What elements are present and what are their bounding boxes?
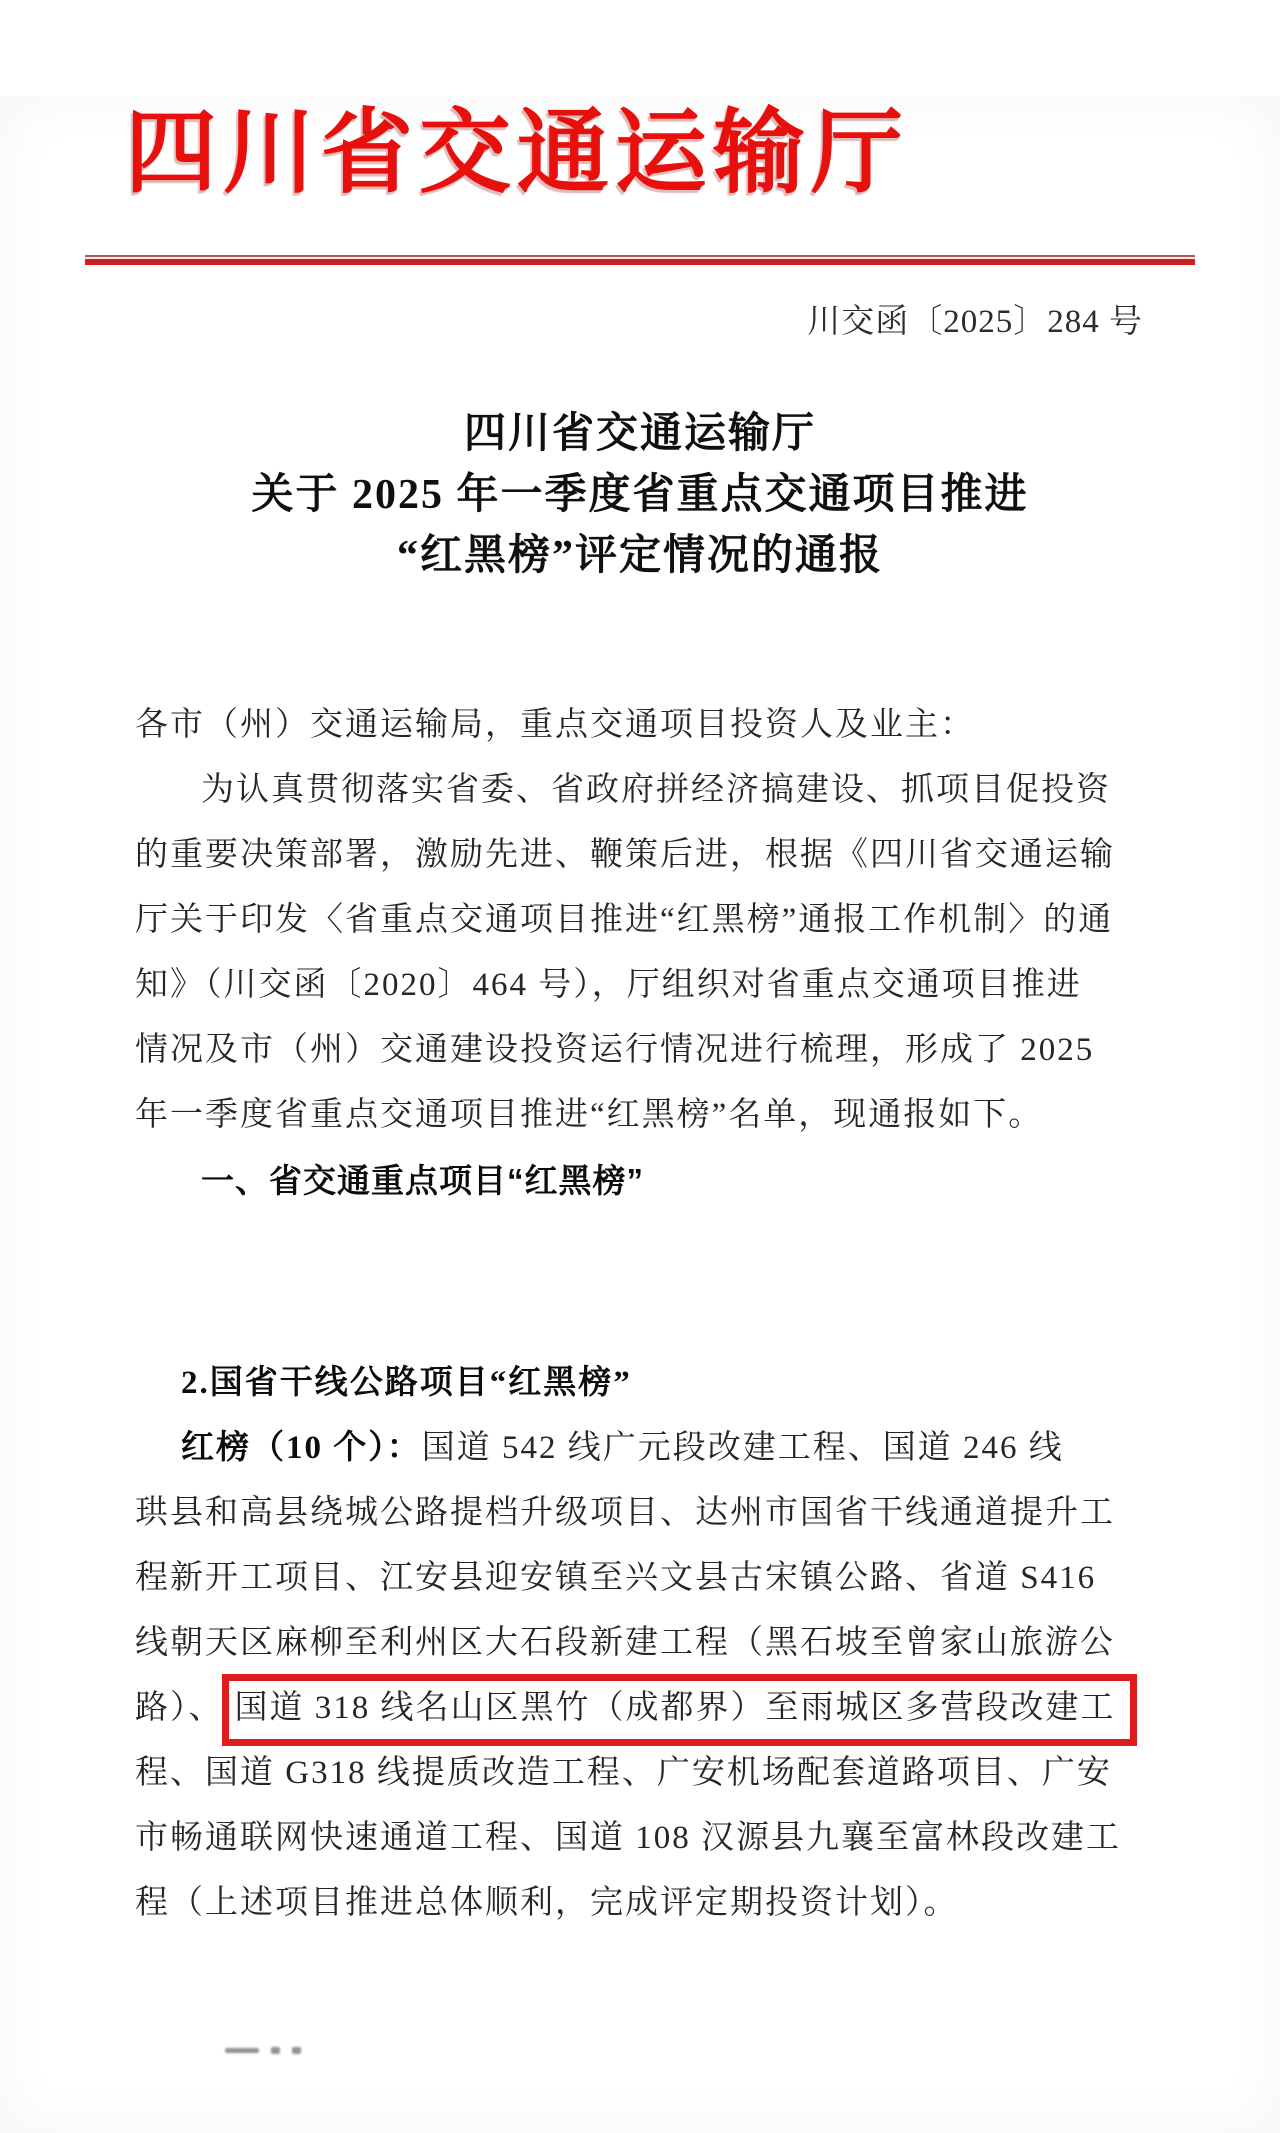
red-list-line-text: 路）、 — [135, 1690, 224, 1726]
paragraph-1-line: 的重要决策部署，激励先进、鞭策后进，根据《四川省交通运输 — [135, 837, 1115, 873]
title-line-2: 关于 2025 年一季度省重点交通项目推进 — [251, 472, 1029, 518]
red-list-line: 市畅通联网快速通道工程、国道 108 汉源县九襄至富林段改建工 — [135, 1820, 1121, 1856]
title-line-3: “红黑榜”评定情况的通报 — [396, 533, 883, 579]
red-list-line: 程、国道 G318 线提质改造工程、广安机场配套道路项目、广安 — [135, 1755, 1112, 1791]
paragraph-1-line: 为认真贯彻落实省委、省政府拼经济搞建设、抓项目促投资 — [201, 772, 1111, 808]
section-1-heading: 一、省交通重点项目“红黑榜” — [201, 1162, 644, 1199]
paragraph-1-line: 知》（川交函〔2020〕464 号），厅组织对省重点交通项目推进 — [135, 967, 1082, 1003]
paragraph-1-line: 年一季度省重点交通项目推进“红黑榜”名单，现通报如下。 — [135, 1097, 1044, 1133]
agency-letterhead: 四川省交通运输厅 — [124, 102, 909, 204]
red-list-line — [135, 1676, 1185, 1741]
document-body — [135, 693, 1185, 1936]
document-title — [0, 404, 1280, 587]
document-number: 川交函〔2025〕284 号 — [807, 304, 1143, 340]
red-list-line: 程新开工项目、江安县迎安镇至兴文县古宋镇公路、省道 S416 — [135, 1560, 1097, 1596]
section-2-heading: 2.国省干线公路项目“红黑榜” — [181, 1365, 632, 1401]
highlighted-project-text: 国道 318 线名山区黑竹（成都界）至雨城区多营段改建工 — [234, 1690, 1116, 1726]
paragraph-1-line: 厅关于印发〈省重点交通项目推进“红黑榜”通报工作机制〉的通 — [135, 902, 1114, 938]
highlight-rectangle — [222, 1674, 1137, 1746]
red-list-line — [135, 1416, 1185, 1481]
salutation-line: 各市（州）交通运输局，重点交通项目投资人及业主： — [135, 707, 975, 743]
letterhead-divider-line — [85, 255, 1195, 265]
red-list-line: 珙县和高县绕城公路提档升级项目、达州市国省干线通道提升工 — [135, 1495, 1115, 1531]
red-list-lead-label: 红榜（10 个）： — [181, 1430, 422, 1466]
red-list-paragraph — [135, 1416, 1185, 1936]
section-gap — [135, 1213, 1185, 1351]
paragraph-1 — [135, 758, 1185, 1148]
red-list-line: 程（上述项目推进总体顺利，完成评定期投资计划）。 — [135, 1885, 959, 1921]
red-list-line-text: 国道 542 线广元段改建工程、国道 246 线 — [421, 1430, 1064, 1466]
red-list-line: 线朝天区麻柳至利州区大石段新建工程（黑石坡至曾家山旅游公 — [135, 1625, 1115, 1661]
cutoff-text-fragment — [225, 2047, 301, 2054]
title-line-1: 四川省交通运输厅 — [463, 411, 816, 457]
paragraph-1-line: 情况及市（州）交通建设投资运行情况进行梳理，形成了 2025 — [135, 1032, 1095, 1068]
